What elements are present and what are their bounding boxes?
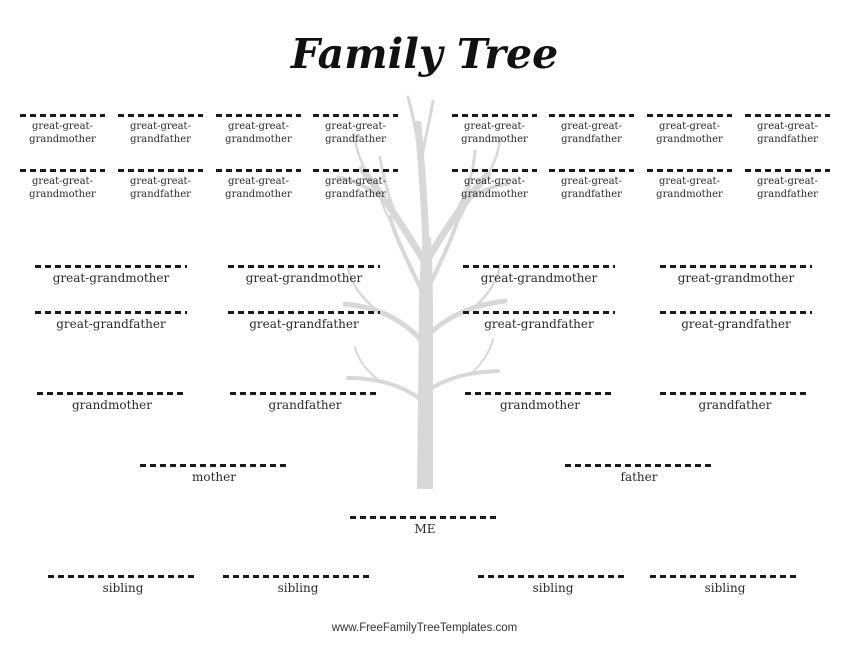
entry-label: great-great-grandfather bbox=[130, 121, 191, 145]
entry-great-grandfather bbox=[228, 311, 380, 331]
entry-label: great-great-grandmother bbox=[656, 176, 723, 200]
write-in-line bbox=[478, 575, 628, 578]
write-in-line bbox=[650, 575, 800, 578]
write-in-line bbox=[118, 114, 203, 117]
entry-label: great-grandfather bbox=[681, 317, 791, 331]
entry-label: great-great-grandmother bbox=[656, 121, 723, 145]
entry-label: great-great-grandfather bbox=[561, 176, 622, 200]
entry-great-great-grandmother bbox=[647, 114, 732, 146]
write-in-line bbox=[745, 114, 830, 117]
entry-label: mother bbox=[192, 470, 236, 484]
entry-sibling bbox=[478, 575, 628, 595]
write-in-line bbox=[549, 169, 634, 172]
entry-label: sibling bbox=[277, 581, 319, 595]
entry-label: grandfather bbox=[268, 398, 342, 412]
write-in-line bbox=[228, 311, 380, 314]
entry-label: great-grandfather bbox=[249, 317, 359, 331]
write-in-line bbox=[660, 311, 812, 314]
entry-great-great-grandfather bbox=[313, 114, 398, 146]
write-in-line bbox=[452, 114, 537, 117]
entry-mother bbox=[140, 464, 288, 484]
entry-label: great-great-grandfather bbox=[130, 176, 191, 200]
entry-label: ME bbox=[414, 522, 436, 536]
entry-great-great-grandmother bbox=[647, 169, 732, 201]
entry-grandfather bbox=[230, 392, 380, 412]
entry-great-grandfather bbox=[35, 311, 187, 331]
entry-great-great-grandmother bbox=[216, 169, 301, 201]
write-in-line bbox=[660, 265, 812, 268]
write-in-line bbox=[20, 169, 105, 172]
entry-label: grandfather bbox=[698, 398, 772, 412]
entry-great-great-grandmother bbox=[452, 114, 537, 146]
entry-label: great-great-grandfather bbox=[757, 121, 818, 145]
entry-grandfather bbox=[660, 392, 810, 412]
entry-label: great-great-grandfather bbox=[325, 176, 386, 200]
entry-sibling bbox=[48, 575, 198, 595]
entry-label: grandmother bbox=[72, 398, 152, 412]
entry-great-great-grandfather bbox=[745, 114, 830, 146]
write-in-line bbox=[313, 114, 398, 117]
entry-sibling bbox=[223, 575, 373, 595]
entry-sibling bbox=[650, 575, 800, 595]
entry-great-great-grandfather bbox=[745, 169, 830, 201]
write-in-line bbox=[48, 575, 198, 578]
write-in-line bbox=[35, 265, 187, 268]
entry-label: sibling bbox=[704, 581, 746, 595]
entry-great-great-grandfather bbox=[549, 114, 634, 146]
entry-label: grandmother bbox=[500, 398, 580, 412]
entry-great-great-grandmother bbox=[216, 114, 301, 146]
entry-label: great-grandmother bbox=[480, 271, 598, 285]
entry-great-great-grandfather bbox=[313, 169, 398, 201]
write-in-line bbox=[118, 169, 203, 172]
entry-great-grandmother bbox=[660, 265, 812, 285]
entry-label: great-great-grandfather bbox=[325, 121, 386, 145]
write-in-line bbox=[463, 265, 615, 268]
entry-label: great-great-grandmother bbox=[461, 176, 528, 200]
entry-great-grandfather bbox=[463, 311, 615, 331]
entry-great-great-grandfather bbox=[118, 169, 203, 201]
entry-label: great-great-grandmother bbox=[29, 121, 96, 145]
write-in-line bbox=[313, 169, 398, 172]
entry-label: great-grandmother bbox=[52, 271, 170, 285]
write-in-line bbox=[465, 392, 615, 395]
bare-tree-silhouette bbox=[300, 88, 550, 490]
entry-label: father bbox=[620, 470, 658, 484]
entry-label: great-grandmother bbox=[245, 271, 363, 285]
entry-great-great-grandfather bbox=[118, 114, 203, 146]
write-in-line bbox=[35, 311, 187, 314]
write-in-line bbox=[549, 114, 634, 117]
write-in-line bbox=[20, 114, 105, 117]
entry-great-great-grandmother bbox=[452, 169, 537, 201]
write-in-line bbox=[647, 114, 732, 117]
entry-grandmother bbox=[465, 392, 615, 412]
write-in-line bbox=[452, 169, 537, 172]
write-in-line bbox=[223, 575, 373, 578]
entry-label: great-great-grandmother bbox=[29, 176, 96, 200]
write-in-line bbox=[463, 311, 615, 314]
entry-label: great-great-grandfather bbox=[561, 121, 622, 145]
entry-label: sibling bbox=[102, 581, 144, 595]
entry-label: sibling bbox=[532, 581, 574, 595]
entry-label: great-grandfather bbox=[484, 317, 594, 331]
entry-label: great-great-grandfather bbox=[757, 176, 818, 200]
page-title: Family Tree bbox=[290, 30, 559, 78]
write-in-line bbox=[216, 169, 301, 172]
write-in-line bbox=[660, 392, 810, 395]
write-in-line bbox=[228, 265, 380, 268]
write-in-line bbox=[745, 169, 830, 172]
entry-me bbox=[350, 516, 500, 536]
write-in-line bbox=[565, 464, 713, 467]
write-in-line bbox=[37, 392, 187, 395]
write-in-line bbox=[647, 169, 732, 172]
entry-great-grandmother bbox=[228, 265, 380, 285]
entry-label: great-great-grandmother bbox=[225, 176, 292, 200]
entry-great-grandmother bbox=[463, 265, 615, 285]
entry-great-great-grandmother bbox=[20, 169, 105, 201]
entry-label: great-grandmother bbox=[677, 271, 795, 285]
entry-great-great-grandmother bbox=[20, 114, 105, 146]
write-in-line bbox=[230, 392, 380, 395]
entry-label: great-grandfather bbox=[56, 317, 166, 331]
write-in-line bbox=[140, 464, 288, 467]
entry-grandmother bbox=[37, 392, 187, 412]
entry-father bbox=[565, 464, 713, 484]
entry-great-grandmother bbox=[35, 265, 187, 285]
website-footer: www.FreeFamilyTreeTemplates.com bbox=[331, 622, 518, 634]
entry-label: great-great-grandmother bbox=[461, 121, 528, 145]
write-in-line bbox=[216, 114, 301, 117]
entry-great-grandfather bbox=[660, 311, 812, 331]
entry-great-great-grandfather bbox=[549, 169, 634, 201]
entry-label: great-great-grandmother bbox=[225, 121, 292, 145]
write-in-line bbox=[350, 516, 500, 519]
